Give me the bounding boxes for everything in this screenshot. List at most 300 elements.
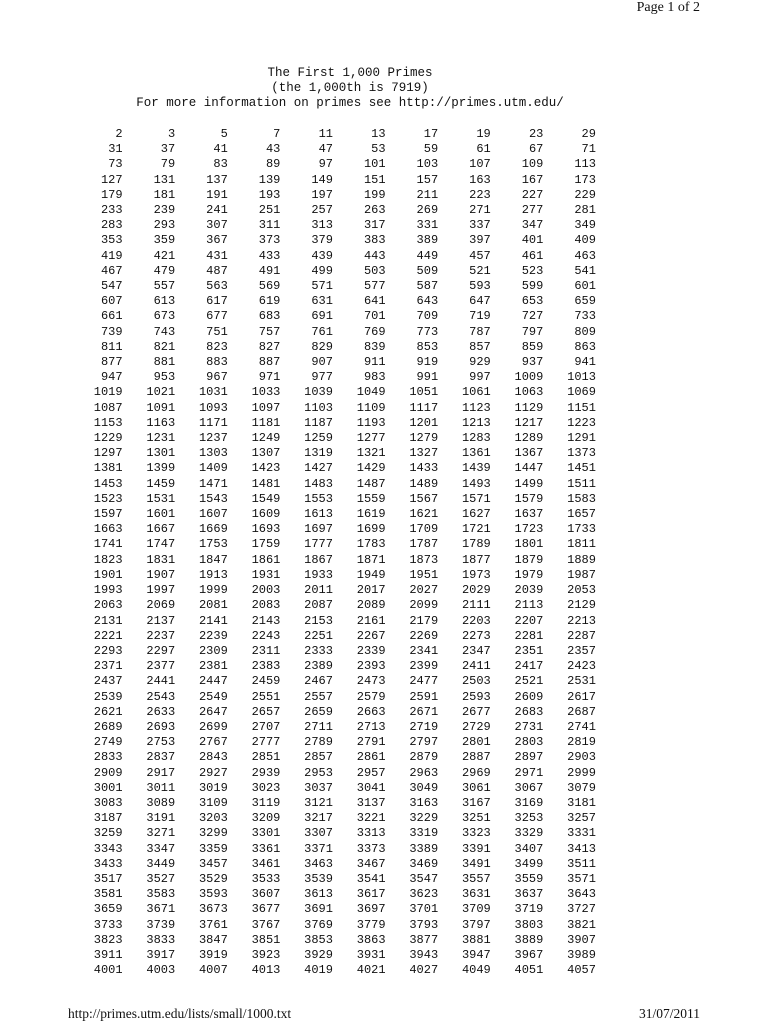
prime-cell: 3137 xyxy=(356,795,386,810)
prime-cell: 3517 xyxy=(93,871,123,886)
prime-cell: 2333 xyxy=(304,643,333,658)
prime-cell: 1907 xyxy=(146,567,176,582)
table-row xyxy=(70,431,596,446)
prime-cell: 3761 xyxy=(198,917,228,932)
prime-cell: 2113 xyxy=(514,598,544,613)
prime-cell: 23 xyxy=(528,127,544,141)
prime-cell: 281 xyxy=(574,203,596,218)
prime-cell: 2549 xyxy=(198,689,228,704)
prime-cell: 2731 xyxy=(514,719,544,734)
prime-cell: 163 xyxy=(469,172,491,187)
prime-cell: 421 xyxy=(153,248,176,263)
prime-cell: 439 xyxy=(311,248,333,263)
prime-cell: 2347 xyxy=(461,643,491,658)
prime-cell: 641 xyxy=(363,294,386,309)
prime-cell: 2339 xyxy=(356,643,386,658)
prime-cell: 3167 xyxy=(461,795,491,810)
prime-cell: 31 xyxy=(108,142,123,157)
prime-cell: 1901 xyxy=(93,567,123,582)
table-row xyxy=(70,294,596,309)
prime-cell: 509 xyxy=(416,263,439,278)
prime-cell: 3769 xyxy=(304,917,333,932)
prime-cell: 3313 xyxy=(356,826,386,841)
prime-cell: 2903 xyxy=(567,750,596,765)
prime-cell: 3643 xyxy=(567,887,596,902)
prime-cell: 1697 xyxy=(304,522,333,537)
table-row xyxy=(70,629,596,644)
prime-cell: 997 xyxy=(469,370,491,385)
prime-cell: 3907 xyxy=(567,932,596,947)
prime-cell: 3701 xyxy=(409,902,439,917)
prime-cell: 3121 xyxy=(304,795,333,810)
prime-cell: 3557 xyxy=(461,871,491,886)
prime-cell: 3001 xyxy=(93,780,123,795)
prime-cell: 2287 xyxy=(567,628,596,643)
prime-cell: 2069 xyxy=(146,598,176,613)
prime-cell: 3061 xyxy=(461,780,491,795)
prime-cell: 3221 xyxy=(356,811,386,826)
prime-cell: 433 xyxy=(258,248,281,263)
table-row xyxy=(70,872,596,887)
prime-cell: 4021 xyxy=(356,963,386,978)
prime-cell: 97 xyxy=(318,157,333,172)
prime-cell: 3469 xyxy=(409,856,439,871)
prime-cell: 3463 xyxy=(304,856,333,871)
prime-cell: 3889 xyxy=(514,932,544,947)
prime-cell: 1511 xyxy=(567,476,596,491)
prime-cell: 769 xyxy=(363,324,386,339)
prime-cell: 1483 xyxy=(304,476,333,491)
prime-cell: 1499 xyxy=(514,476,544,491)
prime-cell: 139 xyxy=(258,172,281,187)
prime-cell: 1097 xyxy=(251,400,281,415)
prime-cell: 3691 xyxy=(304,902,333,917)
prime-cell: 2423 xyxy=(567,659,596,674)
prime-cell: 179 xyxy=(100,187,123,202)
prime-cell: 2293 xyxy=(93,643,123,658)
prime-cell: 2237 xyxy=(146,628,176,643)
prime-cell: 199 xyxy=(363,187,386,202)
prime-cell: 2411 xyxy=(461,659,491,674)
prime-cell: 2683 xyxy=(514,704,544,719)
table-row xyxy=(70,705,596,720)
prime-cell: 3851 xyxy=(251,932,281,947)
prime-cell: 467 xyxy=(100,263,123,278)
prime-cell: 743 xyxy=(153,324,176,339)
prime-cell: 1201 xyxy=(409,415,439,430)
prime-cell: 3301 xyxy=(251,826,281,841)
prime-cell: 1787 xyxy=(409,537,439,552)
prime-cell: 1307 xyxy=(251,446,281,461)
prime-cell: 1993 xyxy=(93,583,123,598)
prime-cell: 3673 xyxy=(198,902,228,917)
prime-cell: 859 xyxy=(521,339,544,354)
prime-cell: 3733 xyxy=(93,917,123,932)
prime-cell: 2213 xyxy=(567,613,596,628)
prime-cell: 1669 xyxy=(198,522,228,537)
prime-cell: 1579 xyxy=(514,491,544,506)
prime-cell: 1867 xyxy=(304,552,333,567)
prime-cell: 1861 xyxy=(251,552,281,567)
table-row xyxy=(70,157,596,172)
prime-cell: 283 xyxy=(100,218,123,233)
prime-cell: 1741 xyxy=(93,537,123,552)
prime-cell: 3583 xyxy=(146,887,176,902)
prime-cell: 2357 xyxy=(567,643,596,658)
table-row xyxy=(70,887,596,902)
table-row xyxy=(70,461,596,476)
prime-cell: 857 xyxy=(469,339,491,354)
prime-cell: 2657 xyxy=(251,704,281,719)
prime-cell: 2029 xyxy=(461,583,491,598)
prime-cell: 3067 xyxy=(514,780,544,795)
prime-cell: 7 xyxy=(273,127,281,141)
prime-cell: 251 xyxy=(258,203,281,218)
prime-cell: 2377 xyxy=(146,659,176,674)
prime-cell: 1459 xyxy=(146,476,176,491)
prime-cell: 1753 xyxy=(198,537,228,552)
prime-cell: 3457 xyxy=(198,856,228,871)
prime-cell: 373 xyxy=(258,233,281,248)
table-row xyxy=(70,842,596,857)
prime-cell: 1277 xyxy=(356,431,386,446)
prime-cell: 2437 xyxy=(93,674,123,689)
prime-cell: 1609 xyxy=(251,507,281,522)
prime-cell: 677 xyxy=(206,309,228,324)
prime-cell: 727 xyxy=(521,309,544,324)
prime-cell: 4051 xyxy=(514,963,544,978)
prime-cell: 839 xyxy=(363,339,386,354)
prime-cell: 3391 xyxy=(461,841,491,856)
prime-cell: 3169 xyxy=(514,795,544,810)
prime-cell: 3407 xyxy=(514,841,544,856)
prime-cell: 3767 xyxy=(251,917,281,932)
prime-cell: 2003 xyxy=(251,583,281,598)
prime-cell: 1619 xyxy=(356,507,386,522)
prime-cell: 73 xyxy=(108,157,123,172)
prime-cell: 3797 xyxy=(461,917,491,932)
prime-cell: 607 xyxy=(100,294,123,309)
prime-cell: 701 xyxy=(363,309,386,324)
prime-cell: 1039 xyxy=(304,385,333,400)
prime-cell: 739 xyxy=(100,324,123,339)
prime-cell: 3607 xyxy=(251,887,281,902)
prime-cell: 3863 xyxy=(356,932,386,947)
prime-cell: 401 xyxy=(521,233,544,248)
prime-cell: 571 xyxy=(311,279,333,294)
table-row xyxy=(70,142,596,157)
prime-cell: 2543 xyxy=(146,689,176,704)
table-row xyxy=(70,522,596,537)
prime-cell: 3329 xyxy=(514,826,544,841)
prime-cell: 2879 xyxy=(409,750,439,765)
prime-cell: 3347 xyxy=(146,841,176,856)
prime-cell: 3917 xyxy=(146,947,176,962)
prime-cell: 947 xyxy=(100,370,123,385)
prime-cell: 3491 xyxy=(461,856,491,871)
prime-cell: 3613 xyxy=(304,887,333,902)
prime-cell: 449 xyxy=(416,248,439,263)
prime-cell: 2857 xyxy=(304,750,333,765)
prime-cell: 967 xyxy=(206,370,228,385)
prime-cell: 1289 xyxy=(514,431,544,446)
prime-cell: 3529 xyxy=(198,871,228,886)
prime-cell: 2819 xyxy=(567,735,596,750)
prime-cell: 2579 xyxy=(356,689,386,704)
prime-cell: 1721 xyxy=(461,522,491,537)
prime-cell: 3253 xyxy=(514,811,544,826)
prime-cell: 1627 xyxy=(461,507,491,522)
prime-cell: 1871 xyxy=(356,552,386,567)
prime-cell: 463 xyxy=(574,248,596,263)
prime-cell: 3659 xyxy=(93,902,123,917)
prime-cell: 3433 xyxy=(93,856,123,871)
prime-cell: 3617 xyxy=(356,887,386,902)
prime-cell: 2503 xyxy=(461,674,491,689)
prime-cell: 1979 xyxy=(514,567,544,582)
prime-cell: 1553 xyxy=(304,491,333,506)
prime-cell: 2777 xyxy=(251,735,281,750)
prime-cell: 971 xyxy=(258,370,281,385)
prime-cell: 1223 xyxy=(567,415,596,430)
prime-cell: 11 xyxy=(318,127,333,141)
prime-cell: 2939 xyxy=(251,765,281,780)
prime-cell: 233 xyxy=(100,203,123,218)
prime-cell: 2203 xyxy=(461,613,491,628)
prime-cell: 3373 xyxy=(356,841,386,856)
prime-cell: 3359 xyxy=(198,841,228,856)
prime-cell: 1171 xyxy=(198,415,228,430)
prime-cell: 3911 xyxy=(93,947,123,962)
table-row xyxy=(70,674,596,689)
prime-cell: 331 xyxy=(416,218,439,233)
table-row xyxy=(70,416,596,431)
prime-cell: 2381 xyxy=(198,659,228,674)
prime-cell: 2063 xyxy=(93,598,123,613)
table-row xyxy=(70,568,596,583)
prime-cell: 1151 xyxy=(567,400,596,415)
prime-cell: 1231 xyxy=(146,431,176,446)
prime-cell: 1873 xyxy=(409,552,439,567)
prime-cell: 2699 xyxy=(198,719,228,734)
prime-cell: 887 xyxy=(258,355,281,370)
prime-cell: 929 xyxy=(469,355,491,370)
prime-cell: 2111 xyxy=(461,598,491,613)
prime-cell: 811 xyxy=(100,339,123,354)
prime-cell: 1433 xyxy=(409,461,439,476)
prime-cell: 3877 xyxy=(409,932,439,947)
prime-cell: 3343 xyxy=(93,841,123,856)
table-row xyxy=(70,188,596,203)
table-row xyxy=(70,218,596,233)
prime-cell: 601 xyxy=(574,279,596,294)
table-row xyxy=(70,370,596,385)
prime-cell: 1237 xyxy=(198,431,228,446)
prime-cell: 2417 xyxy=(514,659,544,674)
prime-cell: 2837 xyxy=(146,750,176,765)
prime-cell: 1567 xyxy=(409,491,439,506)
prime-cell: 2741 xyxy=(567,719,596,734)
prime-cell: 1423 xyxy=(251,461,281,476)
prime-cell: 599 xyxy=(521,279,544,294)
prime-cell: 197 xyxy=(311,187,333,202)
prime-cell: 1061 xyxy=(461,385,491,400)
prime-cell: 2389 xyxy=(304,659,333,674)
table-row xyxy=(70,233,596,248)
prime-cell: 193 xyxy=(258,187,281,202)
prime-cell: 569 xyxy=(258,279,281,294)
prime-cell: 2789 xyxy=(304,735,333,750)
prime-cell: 167 xyxy=(521,172,544,187)
prime-cell: 2383 xyxy=(251,659,281,674)
prime-cell: 1429 xyxy=(356,461,386,476)
prime-cell: 3931 xyxy=(356,947,386,962)
prime-cell: 4019 xyxy=(304,963,333,978)
table-row xyxy=(70,766,596,781)
prime-cell: 1571 xyxy=(461,491,491,506)
table-row xyxy=(70,918,596,933)
prime-cell: 2711 xyxy=(304,719,333,734)
prime-cell: 2791 xyxy=(356,735,386,750)
prime-cell: 1399 xyxy=(146,461,176,476)
prime-cell: 241 xyxy=(206,203,228,218)
footer-url: http://primes.utm.edu/lists/small/1000.txt xyxy=(68,1006,292,1021)
prime-cell: 3257 xyxy=(567,811,596,826)
prime-cell: 2671 xyxy=(409,704,439,719)
prime-cell: 2617 xyxy=(567,689,596,704)
prime-cell: 2441 xyxy=(146,674,176,689)
prime-cell: 461 xyxy=(521,248,544,263)
prime-cell: 1559 xyxy=(356,491,386,506)
prime-cell: 71 xyxy=(581,142,596,157)
prime-cell: 2083 xyxy=(251,598,281,613)
prime-cell: 107 xyxy=(469,157,491,172)
prime-cell: 653 xyxy=(521,294,544,309)
prime-cell: 4007 xyxy=(198,963,228,978)
prime-cell: 1229 xyxy=(93,431,123,446)
prime-cell: 4049 xyxy=(461,963,491,978)
prime-cell: 47 xyxy=(318,142,333,157)
prime-cell: 1153 xyxy=(93,415,123,430)
prime-cell: 269 xyxy=(416,203,439,218)
prime-cell: 1117 xyxy=(409,400,439,415)
table-row xyxy=(70,553,596,568)
prime-cell: 3 xyxy=(167,127,176,141)
table-row xyxy=(70,857,596,872)
prime-cell: 1933 xyxy=(304,567,333,582)
prime-cell: 863 xyxy=(574,339,596,354)
prime-cell: 2801 xyxy=(461,735,491,750)
prime-cell: 1931 xyxy=(251,567,281,582)
prime-cell: 67 xyxy=(528,142,544,157)
table-row xyxy=(70,477,596,492)
prime-cell: 3187 xyxy=(93,811,123,826)
prime-cell: 53 xyxy=(371,142,386,157)
prime-cell: 3119 xyxy=(251,795,281,810)
prime-cell: 1447 xyxy=(514,461,544,476)
prime-cell: 557 xyxy=(153,279,176,294)
prime-cell: 1777 xyxy=(304,537,333,552)
prime-cell: 257 xyxy=(311,203,333,218)
prime-cell: 2393 xyxy=(356,659,386,674)
prime-cell: 41 xyxy=(213,142,228,157)
table-row xyxy=(70,325,596,340)
prime-cell: 3533 xyxy=(251,871,281,886)
prime-cell: 491 xyxy=(258,263,281,278)
prime-cell: 17 xyxy=(423,127,439,141)
prime-cell: 673 xyxy=(153,309,176,324)
prime-cell: 4003 xyxy=(146,963,176,978)
prime-cell: 541 xyxy=(574,263,596,278)
prime-cell: 2851 xyxy=(251,750,281,765)
table-row xyxy=(70,537,596,552)
prime-cell: 229 xyxy=(574,187,596,202)
prime-cell: 1279 xyxy=(409,431,439,446)
prime-cell: 1051 xyxy=(409,385,439,400)
prime-cell: 2887 xyxy=(461,750,491,765)
table-row xyxy=(70,127,596,142)
prime-cell: 1451 xyxy=(567,461,596,476)
prime-cell: 307 xyxy=(206,218,228,233)
prime-cell: 3539 xyxy=(304,871,333,886)
prime-cell: 877 xyxy=(100,355,123,370)
prime-cell: 1789 xyxy=(461,537,491,552)
prime-cell: 977 xyxy=(311,370,333,385)
prime-cell: 2017 xyxy=(356,583,386,598)
prime-cell: 1657 xyxy=(567,507,596,522)
table-row xyxy=(70,963,596,978)
prime-cell: 631 xyxy=(311,294,333,309)
prime-cell: 3623 xyxy=(409,887,439,902)
prime-cell: 2371 xyxy=(93,659,123,674)
prime-cell: 211 xyxy=(416,187,439,202)
prime-cell: 19 xyxy=(476,127,491,141)
prime-cell: 911 xyxy=(363,355,386,370)
page-number: Page 1 of 2 xyxy=(636,0,700,15)
prime-cell: 3361 xyxy=(251,841,281,856)
prime-cell: 659 xyxy=(574,294,596,309)
prime-cell: 937 xyxy=(521,355,544,370)
prime-cell: 1877 xyxy=(461,552,491,567)
prime-cell: 2011 xyxy=(304,583,333,598)
prime-cell: 1987 xyxy=(567,567,596,582)
prime-cell: 1489 xyxy=(409,476,439,491)
prime-cell: 2647 xyxy=(198,704,228,719)
prime-cell: 1093 xyxy=(198,400,228,415)
prime-cell: 2909 xyxy=(93,765,123,780)
prime-cell: 2153 xyxy=(304,613,333,628)
prime-cell: 1301 xyxy=(146,446,176,461)
prime-cell: 3229 xyxy=(409,811,439,826)
prime-cell: 443 xyxy=(363,248,386,263)
prime-cell: 3163 xyxy=(409,795,439,810)
prime-cell: 2473 xyxy=(356,674,386,689)
prime-cell: 1747 xyxy=(146,537,176,552)
prime-cell: 1439 xyxy=(461,461,491,476)
table-row xyxy=(70,796,596,811)
prime-cell: 1187 xyxy=(304,415,333,430)
prime-cell: 1487 xyxy=(356,476,386,491)
prime-cell: 1217 xyxy=(514,415,544,430)
prime-cell: 3581 xyxy=(93,887,123,902)
prime-cell: 3371 xyxy=(304,841,333,856)
prime-cell: 367 xyxy=(206,233,228,248)
prime-cell: 647 xyxy=(469,294,491,309)
prime-cell: 3559 xyxy=(514,871,544,886)
prime-cell: 397 xyxy=(469,233,491,248)
prime-cell: 1663 xyxy=(93,522,123,537)
prime-cell: 2767 xyxy=(198,735,228,750)
